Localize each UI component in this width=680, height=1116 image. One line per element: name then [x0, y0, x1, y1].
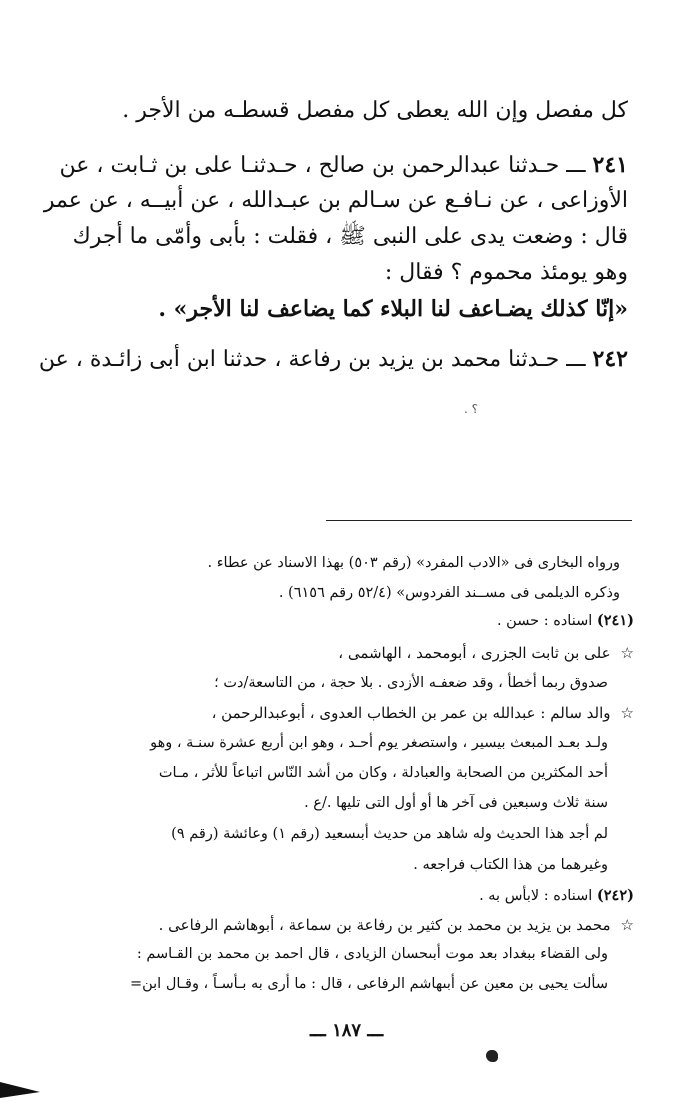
star-icon: ☆: [620, 916, 634, 934]
footnote-divider: [326, 520, 632, 521]
footnote-line-11: وغيرهما من هذا الكتاب فراجعه .: [413, 857, 608, 873]
footnote-line-1: ورواه البخارى فى «الادب المفرد» (رقم ٥٠٣) بهذا الاسناد عن عطاء .: [207, 555, 620, 571]
hadith-242-text-1: ـــ حـدثنا محمد بن يزيد بن رفاعة ، حدثنا ابن أبى زائـدة ، عن: [38, 347, 586, 372]
ornament-icon: [486, 1050, 498, 1062]
ink-mark: ؟ .: [464, 402, 478, 416]
footnote-241-label: (٢٤١): [596, 612, 634, 629]
footnote-line-12: [479, 886, 634, 906]
footnote-line-4: على بن ثابت الجزرى ، أبومحمد ، الهاشمى ،: [338, 644, 611, 662]
hadith-242-number: ٢٤٢: [592, 346, 628, 372]
narrator-star-1: [338, 644, 634, 662]
narrator-star-3: [159, 916, 634, 934]
footnote-241-grade: اسناده : حسن .: [496, 613, 593, 629]
narrator-star-2: [212, 704, 634, 722]
hadith-241-line-4: وهو يومئذ محموم ؟ فقال :: [384, 260, 628, 285]
hadith-241-line-2: الأوزاعى ، عن نـافـع عن سـالم بن عبـدالله ، عن أبيــه ، عن عمر: [43, 188, 628, 213]
star-icon: ☆: [620, 704, 634, 722]
footnote-line-2: وذكره الديلمى فى مســند الفردوس» (٥٢/٤ رقم ٦١٥٦) .: [278, 585, 620, 601]
footnote-line-8: أحد المكثرين من الصحابة والعبادلة ، وكان من أشد النّاس اتباعاً للأثر ، مـات: [158, 765, 608, 781]
footnote-line-7: ولـد بعـد المبعث بيسير ، واستصغر يوم أحـد ، وهو ابن أربع عشرة سنـة ، وهو: [150, 735, 608, 751]
main-line-1: كل مفصل وإن الله يعطى كل مفصل قسطـه من الأجر .: [122, 98, 628, 123]
footnote-line-3: [497, 611, 634, 631]
hadith-241-line-1: [60, 150, 628, 181]
footnote-line-5: صدوق ربما أخطأ ، وقد ضعفـه الأزدى . بلا حجة ، من التاسعة/دت ؛: [214, 675, 608, 691]
page-corner-shadow: [0, 1082, 40, 1098]
star-icon: ☆: [620, 644, 634, 662]
footnote-242-grade: اسناده : لابأس به .: [479, 888, 593, 904]
footnote-line-14: ولى القضاء ببغداد بعد موت أبىحسان الزيادى ، قال احمد بن محمد بن القـاسم :: [136, 946, 608, 962]
footnote-line-13: محمد بن يزيد بن محمد بن كثير بن رفاعة بن سماعة ، أبوهاشم الرفاعى .: [158, 916, 611, 934]
hadith-242-line-1: [39, 344, 628, 375]
hadith-241-number: ٢٤١: [592, 152, 628, 178]
footnote-line-10: لم أجد هذا الحديث وله شاهد من حديث أبىسعيد (رقم ١) وعائشة (رقم ٩): [171, 826, 608, 842]
page-number: ـــ ١٨٧ ـــ: [310, 1020, 384, 1041]
hadith-241-text-1: ـــ حـدثنا عبدالرحمن بن صالح ، حـدثنـا على بن ثـابت ، عن: [59, 153, 586, 178]
hadith-241-line-3: قال : وضعت يدى على النبى ﷺ ، فقلت : بأبى وأمّى ما أجرك: [72, 224, 628, 249]
footnote-line-9: سنة ثلاث وسبعين فى آخر ها أو أول التى تليها ./ع .: [304, 795, 608, 811]
footnote-line-15: سألت يحيى بن معين عن أبىهاشم الرفاعى ، قال : ما أرى به بـأسـاً ، وقـال ابن=: [129, 976, 608, 992]
footnote-line-6: والد سالم : عبدالله بن عمر بن الخطاب العدوى ، أبوعبدالرحمن ،: [211, 704, 611, 722]
footnote-242-label: (٢٤٢): [596, 887, 634, 904]
hadith-241-quote: «إنّا كذلك يضـاعف لنا البلاء كما يضاعف لنا الأجر» .: [158, 296, 628, 322]
